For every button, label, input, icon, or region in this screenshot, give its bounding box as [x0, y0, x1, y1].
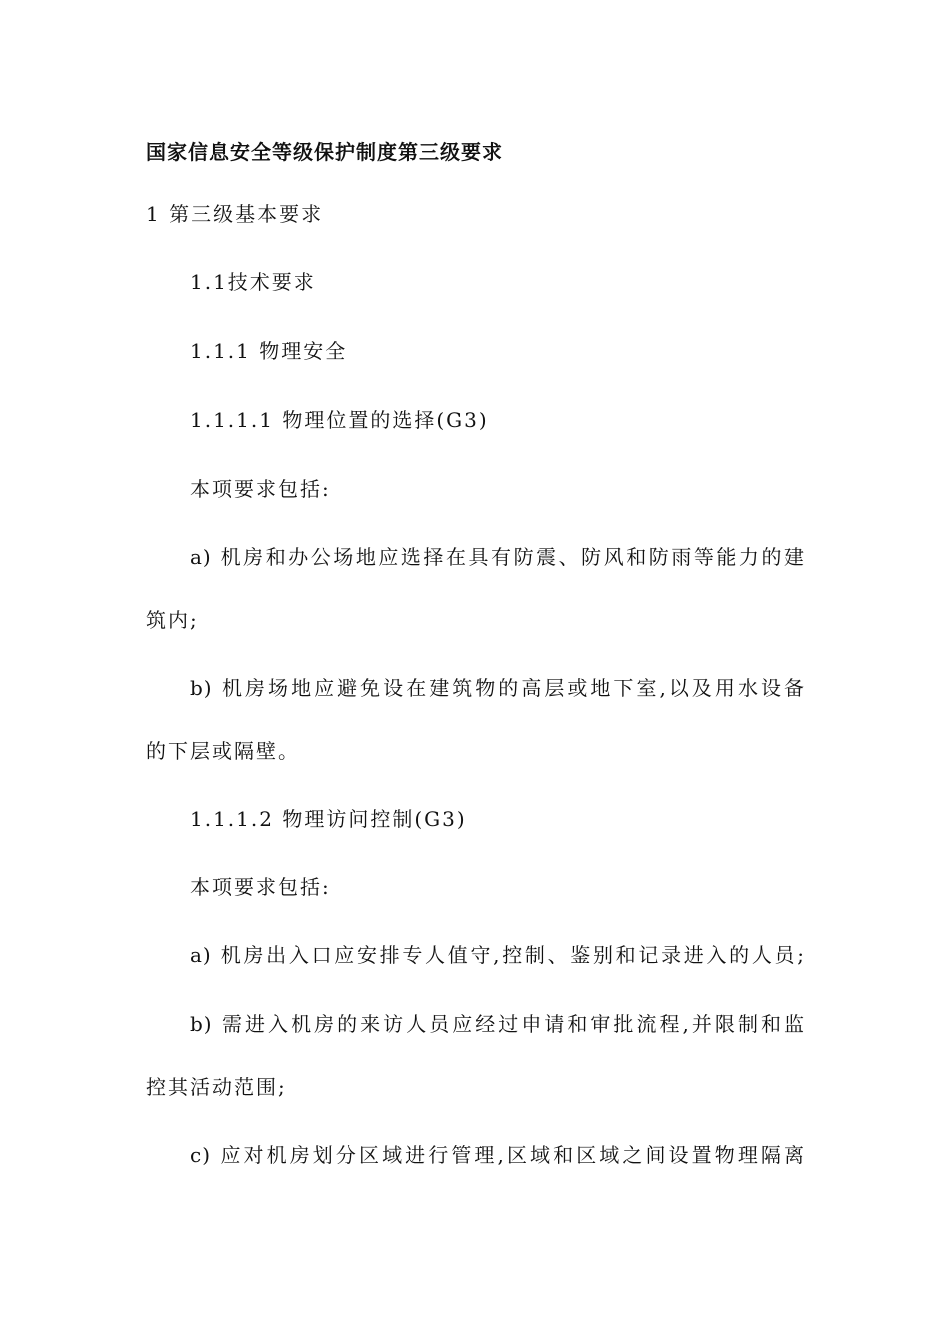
subsection-heading: 1.1.1 物理安全	[190, 339, 348, 363]
paragraph-line: 筑内;	[146, 608, 199, 632]
paragraph-line: c) 应对机房划分区域进行管理,区域和区域之间设置物理隔离	[190, 1143, 805, 1167]
section-heading: 1 第三级基本要求	[146, 202, 324, 226]
paragraph-line: 本项要求包括:	[190, 875, 331, 899]
paragraph-line: a) 机房出入口应安排专人值守,控制、鉴别和记录进入的人员;	[190, 943, 805, 967]
subsection-heading: 1.1.1.2 物理访问控制(G3)	[190, 807, 467, 831]
paragraph-line: 控其活动范围;	[146, 1075, 287, 1099]
subsection-heading: 1.1.1.1 物理位置的选择(G3)	[190, 408, 489, 432]
document-title: 国家信息安全等级保护制度第三级要求	[146, 140, 503, 164]
paragraph-line: b) 机房场地应避免设在建筑物的高层或地下室,以及用水设备	[190, 676, 805, 700]
paragraph-line: 本项要求包括:	[190, 477, 331, 501]
subsection-heading: 1.1技术要求	[190, 270, 316, 294]
paragraph-line: b) 需进入机房的来访人员应经过申请和审批流程,并限制和监	[190, 1012, 805, 1036]
paragraph-line: a) 机房和办公场地应选择在具有防震、防风和防雨等能力的建	[190, 545, 805, 569]
paragraph-line: 的下层或隔壁。	[146, 739, 300, 763]
